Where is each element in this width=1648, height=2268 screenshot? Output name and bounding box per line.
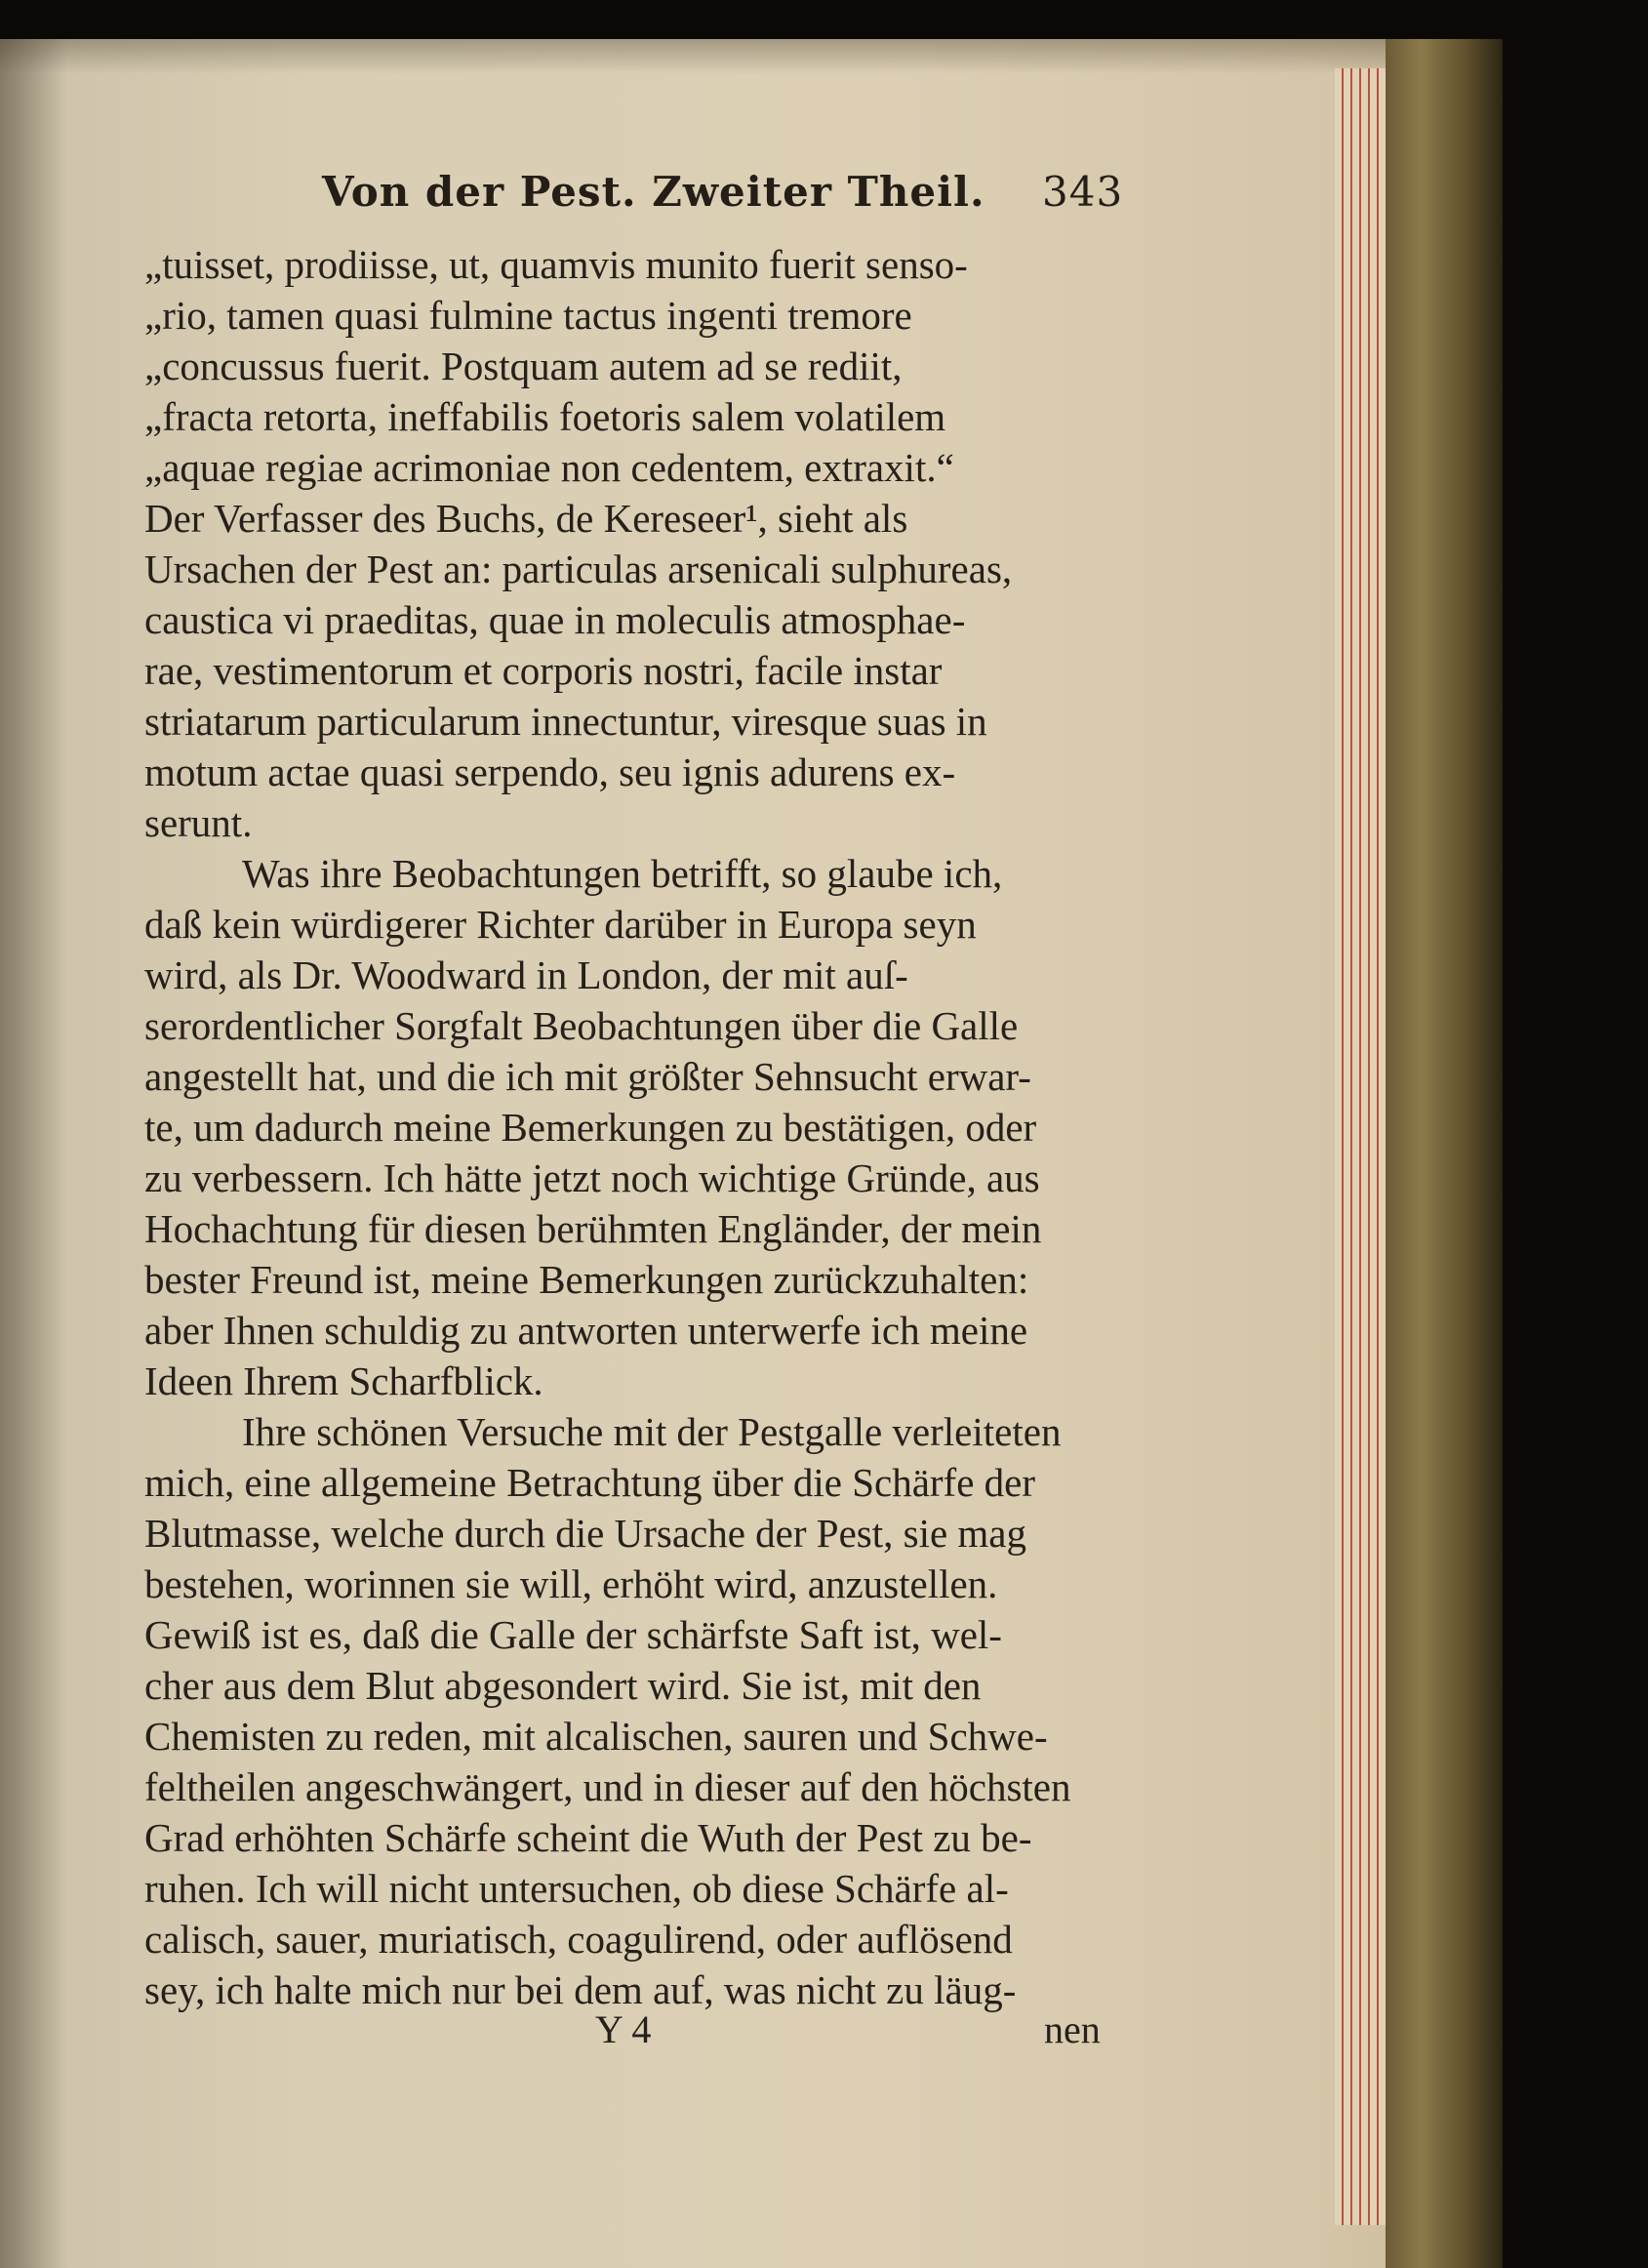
text-line: rae, vestimentorum et corporis nostri, facile instar [144,648,943,693]
text-line: Ihre schönen Versuche mit der Pestgalle verleiteten [242,1409,1062,1454]
text-line: „rio, tamen quasi fulmine tactus ingenti tremore [144,293,912,338]
text-line: Gewiß ist es, daß die Galle der schärfste Saft ist, wel- [144,1612,1002,1657]
text-line: te, um dadurch meine Bemerkungen zu bestätigen, oder [144,1105,1037,1150]
text-line: „concussus fuerit. Postquam autem ad se rediit, [144,344,903,388]
text-line: Blutmasse, welche durch die Ursache der Pest, sie mag [144,1511,1027,1556]
top-edge-shadow [0,39,1493,74]
text-line: motum actae quasi serpendo, seu ignis adurens ex- [144,749,956,794]
text-line: „tuisset, prodiisse, ut, quamvis munito fuerit senso- [144,242,968,287]
book-cover [1386,39,1503,2268]
text-line: caustica vi praeditas, quae in moleculis atmosphae- [144,597,966,642]
page-number: 343 [1042,168,1124,216]
page-edges [1335,68,1389,2225]
text-line: mich, eine allgemeine Betrachtung über die Schärfe der [144,1460,1035,1505]
text-line: ruhen. Ich will nicht untersuchen, ob diese Schärfe al- [144,1866,1009,1911]
text-line: Was ihre Beobachtungen betrifft, so glaube ich, [242,851,1003,896]
running-title: Von der Pest. Zweiter Theil. [322,168,985,216]
text-line: cher aus dem Blut abgesondert wird. Sie ist, mit den [144,1663,982,1708]
text-line: daß kein würdigerer Richter darüber in Europa seyn [144,902,977,947]
text-line: Der Verfasser des Buchs, de Kereseer¹, sieht als [144,496,908,541]
text-line: Hochachtung für diesen berühmten Engländer, der mein [144,1206,1042,1251]
text-line: Ideen Ihrem Scharfblick. [144,1358,543,1403]
text-line: calisch, sauer, muriatisch, coagulirend, oder auflösend [144,1917,1013,1962]
text-line: striatarum particularum innectuntur, viresque suas in [144,699,987,744]
text-line: wird, als Dr. Woodward in London, der mit auſ- [144,952,908,997]
text-line: sey, ich halte mich nur bei dem auf, was nicht zu läug- [144,1967,1017,2012]
signature-mark: Y 4 [595,2007,652,2051]
text-line: „aquae regiae acrimoniae non cedentem, extraxit.“ [144,445,954,490]
text-line: bester Freund ist, meine Bemerkungen zurückzuhalten: [144,1257,1029,1302]
text-line: Ursachen der Pest an: particulas arsenicali sulphureas, [144,547,1013,591]
text-line: Grad erhöhten Schärfe scheint die Wuth der Pest zu be- [144,1815,1032,1860]
text-line: feltheilen angeschwängert, und in dieser auf den höchsten [144,1764,1071,1809]
text-line: angestellt hat, und die ich mit größter Sehnsucht erwar- [144,1054,1031,1099]
text-line: serordentlicher Sorgfalt Beobachtungen über die Galle [144,1003,1019,1048]
running-header [322,164,1124,223]
text-line: „fracta retorta, ineffabilis foetoris salem volatilem [144,394,946,439]
text-line: Chemisten zu reden, mit alcalischen, sauren und Schwe- [144,1714,1048,1759]
text-line: aber Ihnen schuldig zu antworten unterwerfe ich meine [144,1308,1028,1353]
gutter-shadow [0,39,68,2268]
catchword: nen [1044,2007,1101,2051]
text-line: zu verbessern. Ich hätte jetzt noch wichtige Gründe, aus [144,1155,1040,1200]
text-line: bestehen, worinnen sie will, erhöht wird, anzustellen. [144,1561,998,1606]
text-line: serunt. [144,800,253,845]
